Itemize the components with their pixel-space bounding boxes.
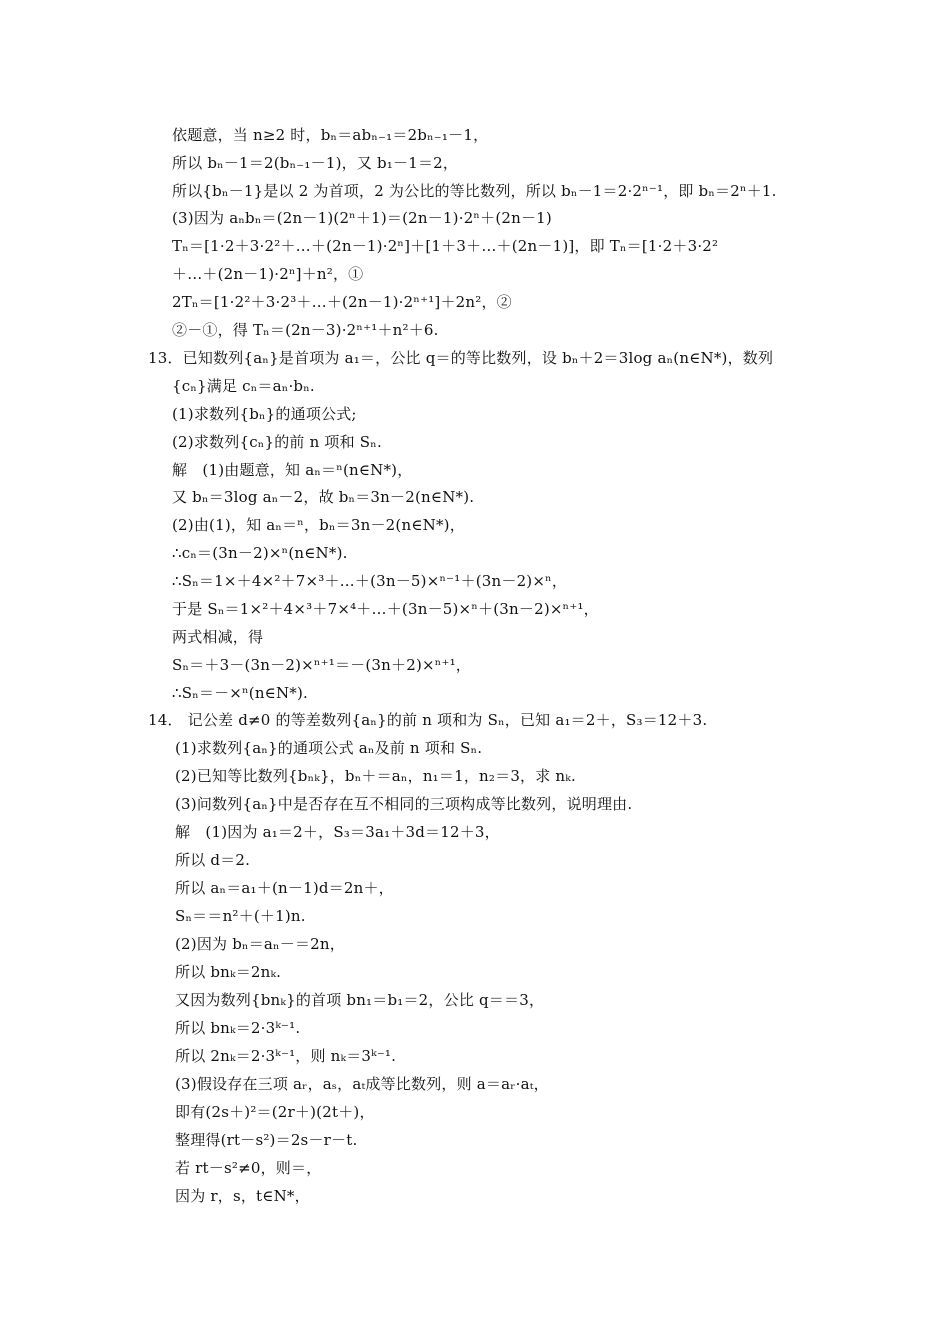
text-line: 所以 2nₖ＝2·3ᵏ⁻¹，则 nₖ＝3ᵏ⁻¹. — [175, 1047, 397, 1065]
text-line: 所以 bₙ－1＝2(bₙ₋₁－1)，又 b₁－1＝2， — [172, 154, 459, 172]
text-line: 所以 bnₖ＝2nₖ. — [175, 963, 282, 981]
text-line: 即有(2s＋)²＝(2r＋)(2t＋)， — [175, 1103, 375, 1121]
text-line: 所以{bₙ－1}是以 2 为首项，2 为公比的等比数列，所以 bₙ－1＝2·2ⁿ⁻¹，即 bₙ＝2ⁿ＋1. — [172, 182, 777, 200]
text-line: ＋…＋(2n－1)·2ⁿ]＋n²，① — [172, 265, 364, 283]
text-line: 所以 d＝2. — [175, 851, 251, 869]
text-line: 2Tₙ＝[1·2²＋3·2³＋…＋(2n－1)·2ⁿ⁺¹]＋2n²，② — [172, 293, 512, 311]
text-line: (2)因为 bₙ＝aₙ－＝2n， — [175, 935, 345, 953]
text-line: 于是 Sₙ＝1×²＋4×³＋7×⁴＋…＋(3n－5)×ⁿ＋(3n－2)×ⁿ⁺¹， — [172, 600, 599, 618]
text-line: 依题意，当 n≥2 时，bₙ＝abₙ₋₁＝2bₙ₋₁－1， — [172, 126, 489, 144]
text-line: Sₙ＝＝n²＋(＋1)n. — [175, 907, 306, 925]
text-line: (2)已知等比数列{bₙₖ}，bₙ＋＝aₙ，n₁＝1，n₂＝3，求 nₖ. — [175, 767, 576, 785]
text-line: {cₙ}满足 cₙ＝aₙ·bₙ. — [172, 377, 315, 395]
text-line: 所以 bnₖ＝2·3ᵏ⁻¹. — [175, 1019, 301, 1037]
text-line: 两式相减，得 — [172, 628, 264, 646]
text-line: 若 rt－s²≠0，则＝， — [175, 1159, 322, 1177]
text-line: ②－①，得 Tₙ＝(2n－3)·2ⁿ⁺¹＋n²＋6. — [172, 321, 439, 339]
text-line: 解 (1)由题意，知 aₙ＝ⁿ(n∈N*)， — [172, 461, 413, 479]
text-line: 所以 aₙ＝a₁＋(n－1)d＝2n＋， — [175, 879, 394, 897]
text-line: 又 bₙ＝3log aₙ－2，故 bₙ＝3n－2(n∈N*). — [172, 488, 475, 506]
text-line: 整理得(rt－s²)＝2s－r－t. — [175, 1131, 358, 1149]
text-line: (2)由(1)，知 aₙ＝ⁿ，bₙ＝3n－2(n∈N*)， — [172, 516, 465, 534]
text-line: 13．已知数列{aₙ}是首项为 a₁＝，公比 q＝的等比数列，设 bₙ＋2＝3log aₙ(n∈N*)，数列 — [148, 349, 774, 367]
text-line: (1)求数列{aₙ}的通项公式 aₙ及前 n 项和 Sₙ. — [175, 739, 483, 757]
text-line: 因为 r，s，t∈N*， — [175, 1187, 310, 1205]
text-line: (3)假设存在三项 aᵣ，aₛ，aₜ成等比数列，则 a＝aᵣ·aₜ， — [175, 1075, 549, 1093]
text-line: ∴Sₙ＝1×＋4×²＋7×³＋…＋(3n－5)×ⁿ⁻¹＋(3n－2)×ⁿ， — [172, 572, 568, 590]
text-line: ∴Sₙ＝－×ⁿ(n∈N*). — [172, 684, 309, 702]
text-line: (1)求数列{bₙ}的通项公式; — [172, 405, 357, 423]
text-line: 解 (1)因为 a₁＝2＋，S₃＝3a₁＋3d＝12＋3， — [175, 823, 500, 841]
text-line: (3)因为 aₙbₙ＝(2n－1)(2ⁿ＋1)＝(2n－1)·2ⁿ＋(2n－1) — [172, 209, 552, 227]
text-line: 又因为数列{bnₖ}的首项 bn₁＝b₁＝2，公比 q＝＝3， — [175, 991, 545, 1009]
text-line: (2)求数列{cₙ}的前 n 项和 Sₙ. — [172, 433, 382, 451]
text-line: Tₙ＝[1·2＋3·2²＋…＋(2n－1)·2ⁿ]＋[1＋3＋…＋(2n－1)]，即 Tₙ＝[1·2＋3·2² — [172, 237, 719, 255]
text-line: Sₙ＝＋3－(3n－2)×ⁿ⁺¹＝－(3n＋2)×ⁿ⁺¹， — [172, 656, 471, 674]
text-line: ∴cₙ＝(3n－2)×ⁿ(n∈N*). — [172, 544, 348, 562]
text-line: 14． 记公差 d≠0 的等差数列{aₙ}的前 n 项和为 Sₙ，已知 a₁＝2＋，S₃＝12＋3. — [148, 711, 708, 729]
text-line: (3)问数列{aₙ}中是否存在互不相同的三项构成等比数列，说明理由. — [175, 795, 633, 813]
